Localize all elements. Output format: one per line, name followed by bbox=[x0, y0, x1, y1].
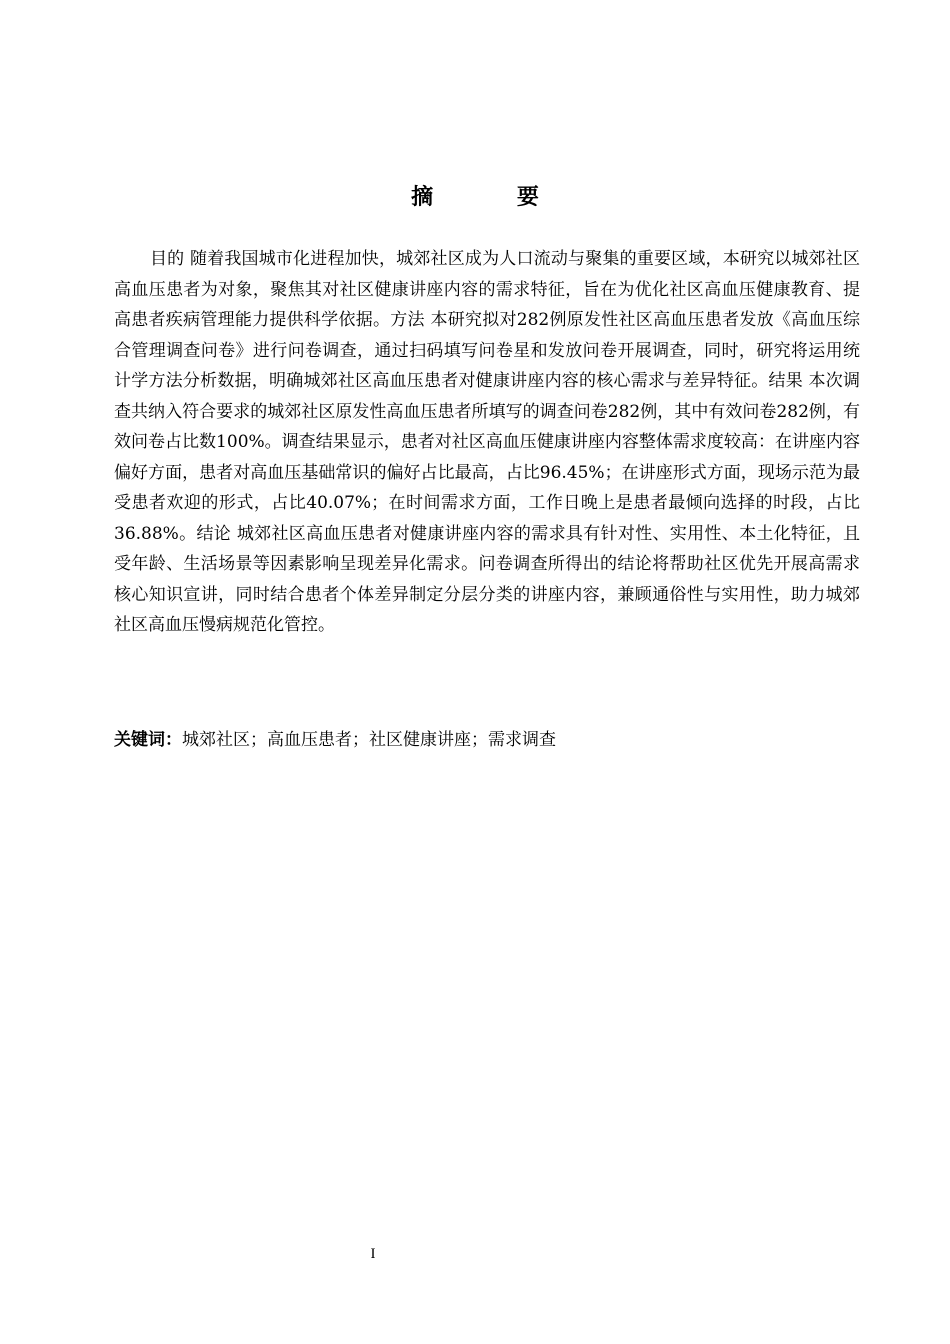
keywords-line bbox=[114, 725, 860, 755]
abstract-paragraph: 目的 随着我国城市化进程加快，城郊社区成为人口流动与聚集的重要区域，本研究以城郊社区高血压患者为对象，聚焦其对社区健康讲座内容的需求特征，旨在为优化社区高血压健康教育、提高患者疾病管理能力提供科学依据。方法 本研究拟对282例原发性社区高血压患者发放《高血压综合管理调查问卷》进行问卷调查，通过扫码填写问卷星和发放问卷开展调查，同时，研究将运用统计学方法分析数据，明确城郊社区高血压患者对健康讲座内容的核心需求与差异特征。结果 本次调查共纳入符合要求的城郊社区原发性高血压患者所填写的调查问卷282例，其中有效问卷282例，有效问卷占比数100%。调查结果显示，患者对社区高血压健康讲座内容整体需求度较高：在讲座内容偏好方面，患者对高血压基础常识的偏好占比最高，占比96.45%；在讲座形式方面，现场示范为最受患者欢迎的形式，占比40.07%；在时间需求方面，工作日晚上是患者最倾向选择的时段，占比36.88%。结论 城郊社区高血压患者对健康讲座内容的需求具有针对性、实用性、本土化特征，且受年龄、生活场景等因素影响呈现差异化需求。问卷调查所得出的结论将帮助社区优先开展高需求核心知识宣讲，同时结合患者个体差异制定分层分类的讲座内容，兼顾通俗性与实用性，助力城郊社区高血压慢病规范化管控。 bbox=[114, 249, 860, 635]
page-number: I bbox=[370, 1246, 376, 1262]
page-title: 摘 要 bbox=[411, 185, 577, 210]
keywords-label: 关键词： bbox=[114, 730, 182, 750]
keywords-text: 城郊社区；高血压患者；社区健康讲座；需求调查 bbox=[182, 730, 556, 750]
